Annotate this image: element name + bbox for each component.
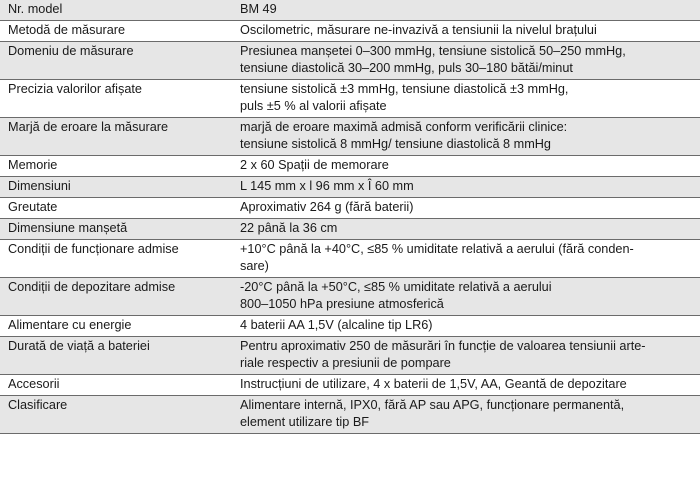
spec-value — [224, 118, 700, 156]
spec-value-line: L 145 mm x l 96 mm x Î 60 mm — [240, 179, 414, 193]
spec-value — [224, 21, 700, 42]
spec-value — [224, 240, 700, 278]
spec-row — [0, 42, 700, 80]
spec-value-line: element utilizare tip BF — [240, 415, 370, 429]
spec-value-line: tensiune diastolică 30–200 mmHg, puls 30–180 bătăi/minut — [240, 61, 573, 75]
spec-value-line: Oscilometric, măsurare ne-invazivă a tensiunii la nivelul brațului — [240, 23, 597, 37]
spec-row — [0, 240, 700, 278]
spec-label: Metodă de măsurare — [8, 23, 126, 37]
spec-label: Durată de viață a bateriei — [0, 337, 224, 375]
spec-value — [224, 156, 700, 177]
spec-row — [0, 177, 700, 198]
spec-value — [224, 278, 700, 316]
spec-value-line: Alimentare internă, IPX0, fără AP sau APG, funcționare permanentă, — [240, 398, 625, 412]
spec-label: Memorie — [8, 158, 58, 172]
spec-value — [224, 0, 700, 21]
spec-row — [0, 21, 700, 42]
spec-value — [224, 80, 700, 118]
spec-value — [224, 396, 700, 434]
spec-row — [0, 118, 700, 156]
spec-value-line: riale respectiv a presiunii de pompare — [240, 356, 451, 370]
spec-label: Precizia valorilor afișate — [8, 82, 142, 96]
spec-value-line: 2 x 60 Spații de memorare — [240, 158, 389, 172]
spec-row — [0, 156, 700, 177]
spec-value-line: marjă de eroare maximă admisă conform verificării clinice: — [240, 120, 568, 134]
spec-label: Domeniu de măsurare — [0, 42, 224, 80]
spec-row — [0, 278, 700, 316]
spec-label: Condiții de depozitare admise — [0, 278, 224, 316]
spec-row — [0, 198, 700, 219]
spec-value — [224, 198, 700, 219]
spec-value-line: Pentru aproximativ 250 de măsurări în funcție de valoarea tensiunii arte- — [240, 339, 646, 353]
spec-row — [0, 375, 700, 396]
spec-label: Condiții de funcționare admise — [8, 242, 179, 256]
spec-value-line: Aproximativ 264 g (fără baterii) — [240, 200, 414, 214]
spec-label: Alimentare cu energie — [8, 318, 132, 332]
spec-value-line: BM 49 — [240, 2, 277, 16]
spec-value-line: sare) — [240, 259, 269, 273]
spec-label: Marjă de eroare la măsurare — [0, 118, 224, 156]
spec-value — [224, 337, 700, 375]
spec-value-line: 4 baterii AA 1,5V (alcaline tip LR6) — [240, 318, 433, 332]
spec-label: Nr. model — [0, 0, 224, 21]
spec-row — [0, 0, 700, 21]
spec-row — [0, 80, 700, 118]
spec-value-line: puls ±5 % al valorii afișate — [240, 99, 387, 113]
spec-value-line: 800–1050 hPa presiune atmosferică — [240, 297, 444, 311]
spec-row — [0, 396, 700, 434]
spec-value-line: 22 până la 36 cm — [240, 221, 338, 235]
spec-value-line: tensiune sistolică ±3 mmHg, tensiune diastolică ±3 mmHg, — [240, 82, 569, 96]
spec-row — [0, 219, 700, 240]
spec-value — [224, 177, 700, 198]
spec-label: Clasificare — [0, 396, 224, 434]
spec-value-line: Presiunea manșetei 0–300 mmHg, tensiune sistolică 50–250 mmHg, — [240, 44, 626, 58]
spec-value — [224, 375, 700, 396]
spec-value — [224, 42, 700, 80]
spec-value-line: +10°C până la +40°C, ≤85 % umiditate relativă a aerului (fără conden- — [240, 242, 634, 256]
spec-label: Dimensiune manșetă — [0, 219, 224, 240]
spec-label: Dimensiuni — [0, 177, 224, 198]
spec-value — [224, 219, 700, 240]
spec-value — [224, 316, 700, 337]
spec-value-line: tensiune sistolică 8 mmHg/ tensiune diastolică 8 mmHg — [240, 137, 551, 151]
spec-label: Accesorii — [8, 377, 60, 391]
spec-row — [0, 316, 700, 337]
spec-label: Greutate — [8, 200, 58, 214]
spec-value-line: -20°C până la +50°C, ≤85 % umiditate relativă a aerului — [240, 280, 552, 294]
spec-row — [0, 337, 700, 375]
spec-value-line: Instrucțiuni de utilizare, 4 x baterii de 1,5V, AA, Geantă de depozitare — [240, 377, 627, 391]
